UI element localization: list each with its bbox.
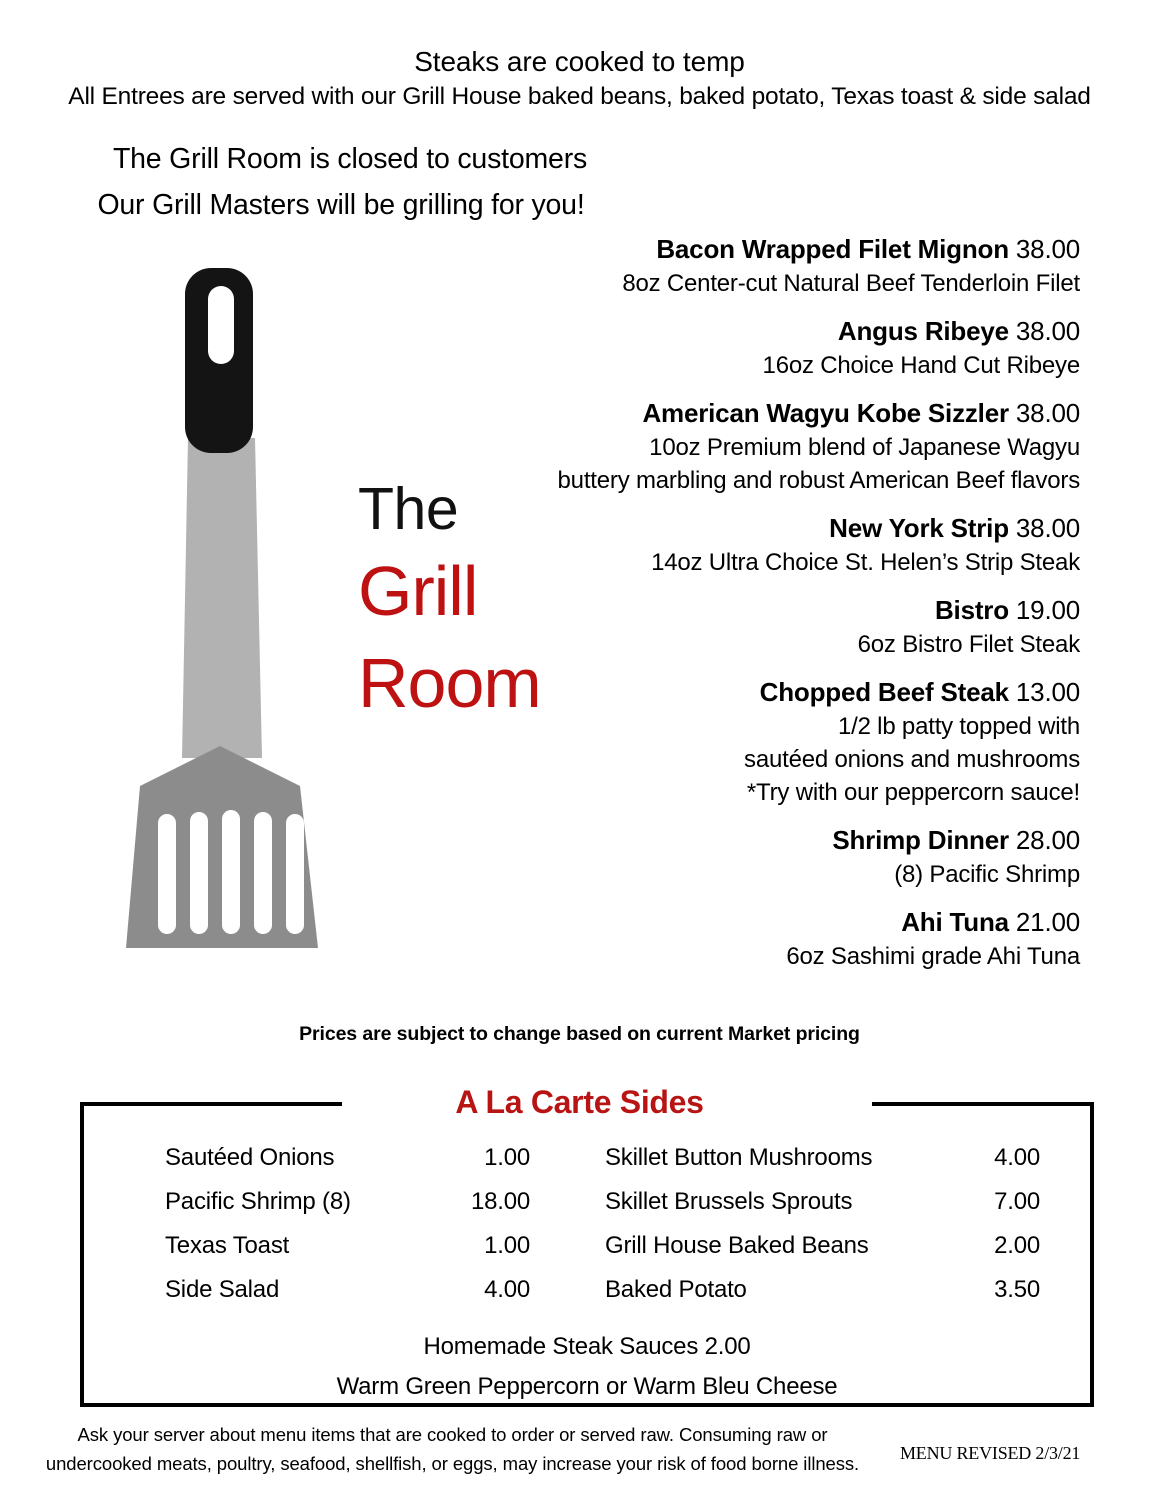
entree-desc-line: 1/2 lb patty topped with	[837, 713, 1080, 740]
side-price: 18.00	[470, 1188, 530, 1215]
market-pricing-note: Prices are subject to change based on current Market pricing	[299, 1023, 860, 1045]
side-price: 1.00	[484, 1144, 530, 1171]
sides-gutter	[530, 1224, 605, 1268]
footer-disclaimer	[30, 1420, 875, 1478]
closure-notice	[0, 136, 700, 228]
sides-gutter	[1040, 1180, 1094, 1224]
entree-price: 38.00	[1015, 513, 1080, 543]
entree-desc-line: 6oz Bistro Filet Steak	[857, 631, 1080, 658]
side-name: Skillet Brussels Sprouts	[605, 1188, 853, 1215]
entree-name: Ahi Tuna	[901, 907, 1009, 937]
entree-heading	[490, 232, 1080, 267]
disclaimer-line-2: undercooked meats, poultry, seafood, shellfish, or eggs, may increase your risk of food borne illness.	[45, 1453, 860, 1474]
entree-price: 21.00	[1015, 907, 1080, 937]
entree-desc-line: sautéed onions and mushrooms	[744, 746, 1080, 773]
side-price: 3.50	[994, 1276, 1040, 1303]
entree-name: Angus Ribeye	[837, 316, 1009, 346]
side-name: Grill House Baked Beans	[605, 1232, 869, 1259]
entree-heading	[490, 905, 1080, 940]
side-name: Side Salad	[165, 1276, 280, 1303]
logo-word-the: The	[358, 476, 459, 542]
sides-gutter	[1040, 1224, 1094, 1268]
sauces-line-1: Homemade Steak Sauces 2.00	[423, 1333, 751, 1360]
sauces-line-2: Warm Green Peppercorn or Warm Bleu Cheese	[336, 1373, 838, 1400]
entree-item	[490, 593, 1080, 661]
side-name: Sautéed Onions	[165, 1144, 335, 1171]
logo-word-grill: Grill	[358, 552, 478, 630]
side-price: 2.00	[994, 1232, 1040, 1259]
entree-item	[490, 232, 1080, 300]
entree-desc-line: *Try with our peppercorn sauce!	[746, 779, 1080, 806]
entree-item	[490, 396, 1080, 497]
entree-heading	[490, 593, 1080, 628]
entree-name: American Wagyu Kobe Sizzler	[642, 398, 1009, 428]
grill-room-logo	[110, 258, 541, 978]
steak-sauces-block	[80, 1327, 1094, 1407]
entree-price: 19.00	[1015, 595, 1080, 625]
entree-heading	[490, 511, 1080, 546]
entree-price: 38.00	[1015, 234, 1080, 264]
sides-gutter	[530, 1268, 605, 1312]
entree-desc-line: 8oz Center-cut Natural Beef Tenderloin Filet	[622, 270, 1080, 297]
side-price: 7.00	[994, 1188, 1040, 1215]
entree-item	[490, 905, 1080, 973]
sides-gutter	[530, 1180, 605, 1224]
entree-desc-line: buttery marbling and robust American Beef flavors	[557, 467, 1080, 494]
entree-desc-line: 6oz Sashimi grade Ahi Tuna	[786, 943, 1080, 970]
disclaimer-line-1: Ask your server about menu items that are cooked to order or served raw. Consuming raw or	[77, 1424, 828, 1445]
entree-desc-line: (8) Pacific Shrimp	[894, 861, 1080, 888]
entree-price: 38.00	[1015, 316, 1080, 346]
entree-item	[490, 823, 1080, 891]
sides-gutter	[80, 1268, 165, 1312]
notice-line-2: Our Grill Masters will be grilling for you!	[97, 189, 585, 221]
side-price: 4.00	[994, 1144, 1040, 1171]
logo-word-room: Room	[358, 644, 541, 722]
entree-desc-line: 10oz Premium blend of Japanese Wagyu	[649, 434, 1080, 461]
entree-heading	[490, 823, 1080, 858]
entree-name: Bacon Wrapped Filet Mignon	[656, 234, 1009, 264]
header-line-1: Steaks are cooked to temp	[414, 46, 745, 77]
entree-name: Shrimp Dinner	[832, 825, 1009, 855]
entree-item	[490, 675, 1080, 809]
sides-gutter	[1040, 1136, 1094, 1180]
side-name: Pacific Shrimp (8)	[165, 1188, 351, 1215]
entree-price: 28.00	[1015, 825, 1080, 855]
side-price: 1.00	[484, 1232, 530, 1259]
header-line-2: All Entrees are served with our Grill House baked beans, baked potato, Texas toast & side salad	[68, 83, 1091, 110]
entree-list	[490, 232, 1080, 987]
entree-price: 13.00	[1015, 677, 1080, 707]
entree-name: Chopped Beef Steak	[759, 677, 1009, 707]
side-price: 4.00	[484, 1276, 530, 1303]
entree-name: New York Strip	[829, 513, 1009, 543]
sides-gutter	[1040, 1268, 1094, 1312]
sides-gutter	[80, 1136, 165, 1180]
sides-table	[80, 1136, 1094, 1312]
entree-heading	[490, 314, 1080, 349]
menu-revised-date: MENU REVISED 2/3/21	[900, 1443, 1081, 1463]
side-name: Skillet Button Mushrooms	[605, 1144, 873, 1171]
entree-price: 38.00	[1015, 398, 1080, 428]
entree-desc-line: 16oz Choice Hand Cut Ribeye	[762, 352, 1080, 379]
sides-gutter	[530, 1136, 605, 1180]
entree-item	[490, 314, 1080, 382]
entree-desc-line: 14oz Ultra Choice St. Helen’s Strip Steak	[651, 549, 1080, 576]
notice-line-1: The Grill Room is closed to customers	[112, 143, 588, 175]
sides-title: A La Carte Sides	[455, 1084, 704, 1120]
entree-heading	[490, 396, 1080, 431]
side-name: Texas Toast	[165, 1232, 290, 1259]
entree-item	[490, 511, 1080, 579]
header-block	[0, 44, 1159, 114]
side-name: Baked Potato	[605, 1276, 747, 1303]
entree-name: Bistro	[934, 595, 1009, 625]
entree-heading	[490, 675, 1080, 710]
sides-gutter	[80, 1180, 165, 1224]
sides-gutter	[80, 1224, 165, 1268]
